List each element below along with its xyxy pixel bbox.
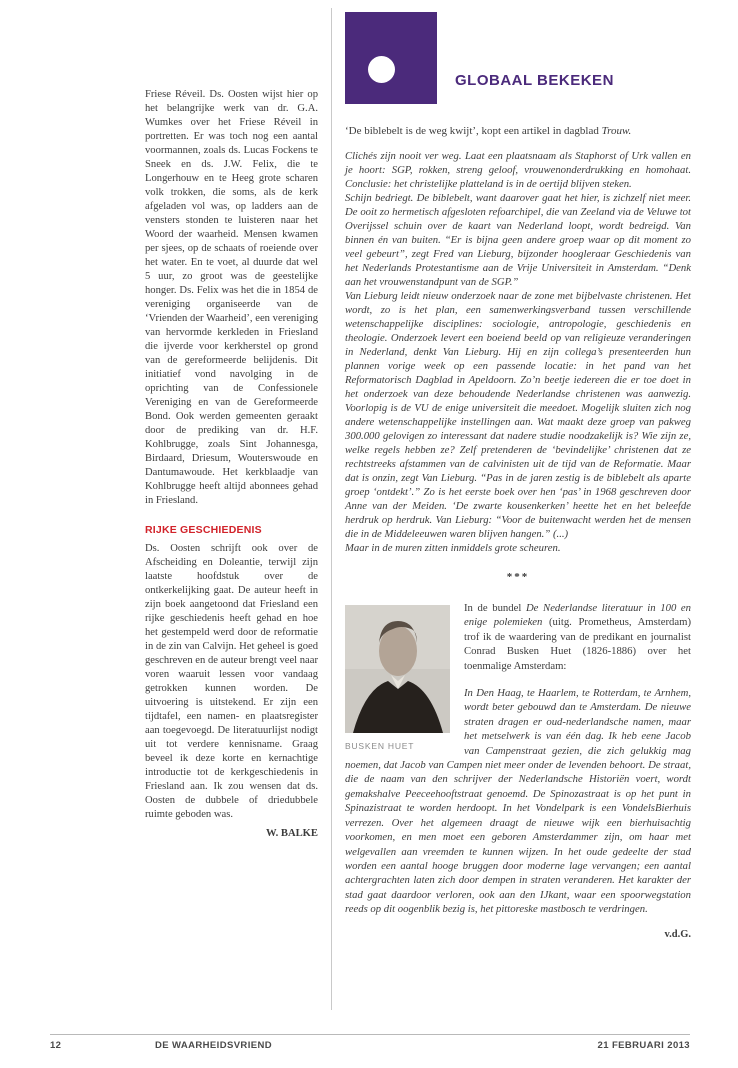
historical-quote: In Den Haag, te Haarlem, te Rotterdam, te Arnhem, wordt beter gebouwd dan te Amsterdam. De nieuwe straten dragen er oud-nederlandsche namen, maar het metselwerk is van één dag. Ik heb eene Jacob van Campenstraat gezien, die zich gelukkig mag noemen, dat Jacob van Campen niet meer onder de levenden behoort. De straat, die de naam van den schrijver der Nederlandsche Historiën voert, wordt gemakshalve Peeceehooftstraat genoemd. De Spinozastraat is op het punt in Spinazistraat te worden herdoopt. In het Vondelpark is een VondelsBierhuis verrezen. Over het algemeen draagt de nieuwe wijk een bierhuisachtig voorkomen, en men moet een geboren Amsterdammer zijn, om haar met welgevallen aan vreemden te kunnen wijzen. In het oude gedeelte der stad worden een aantal hooge bruggen door moderne lage vervangen; een aantal achtergrachten laten zich door dempen in straten veranderen. Het karakter der stad gaat daardoor verloren, ook aan den IJkant, waar een spoorwegstation reeds op dit oogenblik bezig is, het pittoreske mastbosch te verdringen. bbox=[345, 687, 691, 916]
lead-source: Trouw. bbox=[601, 125, 632, 137]
section-title: GLOBAAL BEKEKEN bbox=[455, 72, 614, 89]
busken-huet-portrait bbox=[345, 605, 450, 733]
article-paragraph: Clichés zijn nooit ver weg. Laat een plaatsnaam als Staphorst of Urk vallen en je hoort: SGP, rokken, streng geloof, vrouwenonderdrukking en homohaat. Conclusie: het christelijke platteland is in de oertijd blijven steken. bbox=[345, 150, 691, 190]
left-article-column bbox=[145, 88, 318, 841]
photo-caption: BUSKEN HUET bbox=[345, 741, 415, 751]
section-logo bbox=[345, 12, 437, 104]
article-paragraph: Ds. Oosten schrijft ook over de Afscheiding en Doleantie, terwijl zijn laatste hoofdstuk over de ontkerkelijking gaat. De auteur heeft in zijn boek aangetoond dat Friesland een rijke geschiedenis heeft gehad en hoe het gestempeld werd door de reformatie in de zin van Calvijn. Het geheel is goed geschreven en de auteur brengt veel naar voren waaruit lessen voor vandaag getrokken kunnen worden. De uitvoering is uitstekend. Er zijn een tijdtafel, een namen- en plaatsregister aan toegevoegd. De literatuurlijst nodigt uit tot verdere kennisname. Graag beveel ik deze korte en kernachtige introductie tot de kerkgeschiedenis in Friesland aan. Ik zou wensen dat ds. Oosten de dubbele of driedubbele ruimte geboden was. bbox=[145, 543, 318, 820]
page-number: 12 bbox=[50, 1040, 62, 1051]
article-paragraph: Maar in de muren zitten inmiddels grote scheuren. bbox=[345, 542, 561, 554]
author-byline: W. BALKE bbox=[265, 828, 318, 839]
subsection-heading: RIJKE GESCHIEDENIS bbox=[145, 524, 262, 536]
publication-name: DE WAARHEIDSVRIEND bbox=[155, 1040, 272, 1051]
article-paragraph: Van Lieburg leidt nieuw onderzoek naar de zone met bijbelvaste christenen. Het wordt, zo is het plan, een samenwerkingsverband tussen verschillende wetenschappelijke disciplines: sociologie, antropologie, geschiedenis en theologie. Onderzoek levert een boeiend beeld op van religieuze veranderingen in Nederland, denkt Van Lieburg. Hij en zijn collega’s presenteerden hun plannen vorige week op een passende locatie: in het pand van het Reformatorisch Dagblad in Apeldoorn. Zo’n beetje iedereen die er toe doet in het onderzoek van deze behoudende Nederlandse christenen was aanwezig. Voorlopig is de VU de enige universiteit die meedoet. Mogelijk sluiten zich nog andere wetenschappelijke instellingen aan. Wat maakt deze groep van pakweg 300.000 gelovigen zo interessant dat nadere studie noodzakelijk is? Wie zijn ze, welke regels hebben ze? Zelf pretenderen de ‘bevindelijke’ christenen dat ze rechtstreeks afstammen van de calvinisten uit de tijd van de Reformatie. Maar dat is onzin, zegt Van Lieburg. “Pas in de jaren zestig is de biblebelt als aparte groep ‘ontdekt’.” Zo is het eerste boek over hen ‘pas’ in 1968 geschreven door Anne van der Meiden. ‘De zwarte kousenkerken’ heette het en het beleefde herdruk op herdruk. Van Lieburg: “Voor de buitenwacht werden het de mensen die in de Middeleeuwen waren blijven hangen.” (...) bbox=[345, 290, 691, 540]
lead-sentence bbox=[345, 124, 691, 138]
article-paragraph: Friese Réveil. Ds. Oosten wijst hier op het belangrijke werk van dr. G.A. Wumkes over het Friese Réveil in portretten. Er was toch nog een aantal voormannen, zoals ds. Lucas Fockens te Sneek en ds. J.W. Felix, die te Longerhouw en te Heeg grote scharen volk trokken, die soms, als de kerk afgeladen vol was, op ladders aan de vensters stonden te luisteren naar het Woord der waarheid. Mensen kwamen per sjees, op de schaats of roeiende over het water. En te voet, al duurde dat wel 5 uur, zo groot was de geestelijke honger. Ds. Felix was het die in 1854 de vereniging organiseerde van de ‘Vrienden der Waarheid’, een vereniging van hervormde kerkleden in Friesland die ijverde voor kerkherstel op grond van de gereformeerde belijdenis. Dit initiatief vond navolging in de oprichting van de Confessionele Vereniging en van de Gereformeerde Bond. Ook werden gemeenten geraakt door de prediking van dr. H.F. Kohlbrugge, zoals Sint Johannesga, Birdaard, Driesum, Wouterswoude en Dantumawoude. Het kerkblaadje van Kohlbrugge heeft altijd abonnees gehad in Friesland. bbox=[145, 89, 318, 506]
article-paragraph: Schijn bedriegt. De biblebelt, want daarover gaat het hier, is zichzelf niet meer. De ooit zo hermetisch afgesloten refoarchipel, die van Zeeland via de Veluwe tot Overijssel schuin over de kaart van Nederland loopt, wordt bedreigd. Van binnen én van buiten. “Er is bijna geen andere groep waar op dit moment zo veel gebeurt”, zegt Fred van Lieburg, bijzonder hoogleraar Geschiedenis van het Nederlands Protestantisme aan de Vrije Universiteit in Amsterdam. “Denk aan het vrouwenstandpunt van de SGP.” bbox=[345, 192, 691, 288]
busken-huet-item bbox=[345, 601, 691, 917]
column-signature: v.d.G. bbox=[664, 928, 691, 940]
lead-text: ‘De biblebelt is de weg kwijt’, kopt een artikel in dagblad bbox=[345, 125, 602, 137]
intro-text: (uitg. Prometheus, Amsterdam) trof ik de waardering van de predikant en journalist Conrad Busken Huet (1826-1886) over het toenmalige Amsterdam: bbox=[464, 616, 691, 672]
page-footer bbox=[50, 1040, 690, 1054]
issue-date: 21 FEBRUARI 2013 bbox=[597, 1040, 690, 1051]
footer-rule bbox=[50, 1034, 690, 1035]
globaal-bekeken-section bbox=[345, 12, 691, 940]
column-divider bbox=[331, 8, 332, 1010]
quoted-article-body bbox=[345, 149, 691, 555]
section-masthead bbox=[345, 12, 691, 104]
circle-icon bbox=[368, 56, 395, 83]
portrait-figure bbox=[345, 605, 450, 753]
book-title: De Nederlandse literatuur in 100 en enige polemieken bbox=[464, 602, 691, 629]
intro-text: In de bundel bbox=[464, 602, 526, 614]
section-separator: *** bbox=[506, 571, 530, 583]
